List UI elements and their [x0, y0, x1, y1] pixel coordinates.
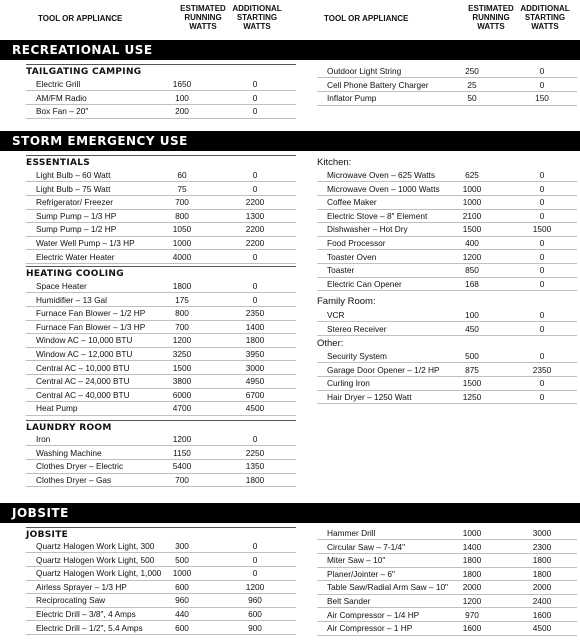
running-watts: 175 [175, 294, 189, 305]
table-row [317, 595, 577, 608]
running-watts: 1200 [172, 335, 192, 346]
starting-watts: 0 [252, 541, 258, 551]
running-watts: 800 [175, 308, 189, 319]
table-row [26, 183, 296, 196]
appliance-name: Electric Can Opener [327, 278, 402, 289]
table-row [317, 323, 577, 336]
starting-watts: 1800 [532, 568, 552, 579]
appliance-name: Electric Drill – 1/2", 5.4 Amps [36, 622, 143, 633]
header-running-right: ESTIMATED RUNNING WATTS [468, 4, 514, 31]
table-row [26, 567, 296, 580]
section-jobsite: JOBSITE [0, 503, 580, 523]
starting-watts: 0 [252, 251, 258, 262]
subhead-essentials: ESSENTIALS [26, 155, 296, 169]
starting-watts: 2250 [245, 447, 265, 458]
starting-watts: 0 [539, 323, 545, 334]
table-row [317, 169, 577, 182]
running-watts: 625 [465, 170, 479, 180]
appliance-name: Curling Iron [327, 378, 370, 389]
starting-watts: 2350 [532, 364, 552, 375]
table-row [317, 541, 577, 554]
starting-watts: 0 [252, 92, 258, 103]
appliance-name: Refrigerator/ Freezer [36, 197, 114, 208]
running-watts: 800 [175, 210, 189, 221]
running-watts: 168 [465, 278, 479, 289]
running-watts: 4000 [172, 251, 192, 262]
running-watts: 600 [175, 622, 189, 633]
starting-watts: 6700 [245, 389, 265, 400]
header-starting: ADDITIONAL STARTING WATTS [232, 4, 282, 31]
appliance-name: Electric Drill – 3/8", 4 Amps [36, 609, 136, 619]
appliance-name: Humidifier – 13 Gal [36, 294, 108, 305]
appliance-name: Microwave Oven – 625 Watts [327, 170, 436, 180]
appliance-name: Food Processor [327, 238, 386, 248]
running-watts: 1500 [172, 362, 192, 373]
subhead-jobsite: JOBSITE [26, 527, 296, 541]
appliance-name: Central AC – 40,000 BTU [36, 389, 130, 400]
table-row [26, 433, 296, 446]
table-row [317, 92, 577, 105]
table-row [317, 196, 577, 209]
running-watts: 1200 [462, 251, 482, 262]
running-watts: 500 [465, 351, 479, 361]
starting-watts: 4950 [245, 376, 265, 387]
starting-watts: 1600 [532, 609, 552, 620]
appliance-name: Reciprocating Saw [36, 595, 106, 606]
appliance-name: Electric Water Heater [36, 251, 115, 262]
running-watts: 450 [465, 323, 479, 334]
subhead-laundry: LAUNDRY ROOM [26, 420, 296, 434]
table-row [26, 389, 296, 402]
appliance-name: Inflator Pump [327, 93, 377, 104]
appliance-name: Planer/Jointer – 6" [327, 568, 395, 579]
starting-watts: 1800 [245, 335, 265, 346]
running-watts: 6000 [172, 389, 192, 400]
starting-watts: 0 [539, 278, 545, 289]
running-watts: 700 [175, 474, 189, 485]
table-row [317, 350, 577, 363]
table-row [317, 237, 577, 250]
table-row [26, 307, 296, 320]
table-row [26, 237, 296, 250]
starting-watts: 1800 [245, 474, 265, 485]
appliance-name: Furnace Fan Blower – 1/2 HP [36, 308, 146, 319]
running-watts: 1800 [172, 281, 192, 291]
starting-watts: 960 [248, 595, 262, 606]
starting-watts: 2000 [532, 582, 552, 593]
table-row [317, 554, 577, 567]
section-recreational: RECREATIONAL USE [0, 40, 580, 60]
running-watts: 1800 [462, 568, 482, 579]
appliance-name: Air Compressor – 1/4 HP [327, 609, 420, 620]
label-family-room: Family Room: [317, 296, 376, 307]
running-watts: 3250 [172, 349, 192, 359]
running-watts: 200 [175, 106, 189, 117]
appliance-name: Clothes Dryer – Electric [36, 461, 124, 472]
table-row [317, 79, 577, 92]
running-watts: 1050 [172, 224, 192, 235]
header-starting-right: ADDITIONAL STARTING WATTS [520, 4, 570, 31]
starting-watts: 0 [539, 170, 545, 180]
table-row [317, 183, 577, 196]
starting-watts: 4500 [532, 623, 552, 634]
running-watts: 1200 [462, 596, 482, 606]
appliance-name: Airless Sprayer – 1/3 HP [36, 581, 127, 592]
appliance-name: Toaster [327, 265, 355, 276]
appliance-name: Miter Saw – 10" [327, 555, 386, 566]
table-row [317, 278, 577, 291]
running-watts: 700 [175, 197, 189, 208]
table-row [26, 169, 296, 182]
appliance-name: Microwave Oven – 1000 Watts [327, 183, 440, 194]
appliance-name: Window AC – 12,000 BTU [36, 349, 133, 359]
subhead-tailgating: TAILGATING CAMPING [26, 64, 296, 78]
table-row [26, 294, 296, 307]
running-watts: 970 [465, 609, 479, 620]
starting-watts: 900 [248, 622, 262, 633]
table-row [26, 78, 296, 91]
table-row [26, 540, 296, 553]
table-row [317, 309, 577, 322]
starting-watts: 0 [252, 183, 258, 194]
starting-watts: 0 [252, 554, 258, 565]
appliance-name: Electric Stove – 8" Element [327, 210, 428, 221]
appliance-name: Hair Dryer – 1250 Watt [327, 391, 412, 402]
running-watts: 3800 [172, 376, 192, 387]
starting-watts: 3000 [245, 362, 265, 373]
starting-watts: 4500 [245, 403, 265, 414]
table-row [26, 375, 296, 388]
appliance-name: Light Bulb – 75 Watt [36, 183, 111, 194]
running-watts: 1500 [462, 224, 482, 235]
appliance-name: Clothes Dryer – Gas [36, 474, 112, 485]
appliance-name: Quartz Halogen Work Light, 500 [36, 554, 155, 565]
starting-watts: 0 [252, 294, 258, 305]
table-row [317, 391, 577, 404]
appliance-name: Iron [36, 434, 51, 444]
running-watts: 2100 [462, 210, 482, 221]
appliance-name: Heat Pump [36, 403, 78, 414]
running-watts: 1000 [172, 568, 192, 579]
table-row [26, 554, 296, 567]
running-watts: 75 [177, 183, 187, 194]
table-row [26, 280, 296, 293]
starting-watts: 600 [248, 609, 262, 619]
starting-watts: 0 [539, 238, 545, 248]
starting-watts: 1400 [245, 321, 265, 332]
table-row [26, 334, 296, 347]
running-watts: 100 [175, 92, 189, 103]
table-row [317, 377, 577, 390]
starting-watts: 1200 [245, 581, 265, 592]
table-row [317, 210, 577, 223]
table-row [317, 65, 577, 78]
table-row [26, 105, 296, 118]
running-watts: 300 [175, 541, 189, 551]
table-row [26, 460, 296, 473]
running-watts: 1250 [462, 391, 482, 402]
table-row [26, 362, 296, 375]
table-row [26, 321, 296, 334]
appliance-name: Quartz Halogen Work Light, 300 [36, 541, 155, 551]
running-watts: 1650 [172, 79, 192, 89]
starting-watts: 150 [535, 93, 549, 104]
appliance-name: Light Bulb – 60 Watt [36, 170, 111, 180]
table-row [317, 251, 577, 264]
appliance-name: Water Well Pump – 1/3 HP [36, 238, 135, 248]
appliance-name: Coffee Maker [327, 197, 377, 208]
starting-watts: 0 [539, 391, 545, 402]
starting-watts: 2300 [532, 541, 552, 552]
starting-watts: 0 [539, 210, 545, 221]
table-row [26, 474, 296, 487]
running-watts: 25 [467, 79, 477, 90]
starting-watts: 0 [539, 351, 545, 361]
appliance-name: Furnace Fan Blower – 1/3 HP [36, 321, 146, 332]
appliance-name: VCR [327, 310, 345, 320]
table-row [26, 196, 296, 209]
running-watts: 50 [467, 93, 477, 104]
running-watts: 600 [175, 581, 189, 592]
table-row [26, 223, 296, 236]
running-watts: 1000 [172, 238, 192, 248]
appliance-name: Window AC – 10,000 BTU [36, 335, 133, 346]
starting-watts: 2200 [245, 224, 265, 235]
label-kitchen: Kitchen: [317, 157, 352, 168]
starting-watts: 2350 [245, 308, 265, 319]
appliance-name: Security System [327, 351, 387, 361]
starting-watts: 0 [539, 310, 545, 320]
starting-watts: 2200 [245, 238, 265, 248]
label-other: Other: [317, 338, 344, 349]
running-watts: 1200 [172, 434, 192, 444]
starting-watts: 0 [539, 378, 545, 389]
running-watts: 4700 [172, 403, 192, 414]
running-watts: 60 [177, 170, 187, 180]
starting-watts: 0 [252, 106, 258, 117]
table-row [26, 251, 296, 264]
table-row [317, 527, 577, 540]
starting-watts: 0 [539, 79, 545, 90]
appliance-name: Outdoor Light String [327, 66, 402, 76]
starting-watts: 3950 [245, 349, 265, 359]
appliance-name: Belt Sander [327, 596, 371, 606]
appliance-name: AM/FM Radio [36, 92, 87, 103]
appliance-name: Central AC – 10,000 BTU [36, 362, 130, 373]
appliance-name: Circular Saw – 7-1/4" [327, 541, 406, 552]
appliance-name: Cell Phone Battery Charger [327, 79, 429, 90]
table-row [26, 210, 296, 223]
table-row [317, 364, 577, 377]
starting-watts: 2400 [532, 596, 552, 606]
starting-watts: 0 [539, 197, 545, 208]
running-watts: 250 [465, 66, 479, 76]
running-watts: 1500 [462, 378, 482, 389]
table-row [26, 402, 296, 415]
starting-watts: 0 [539, 183, 545, 194]
running-watts: 850 [465, 265, 479, 276]
header-running: ESTIMATED RUNNING WATTS [180, 4, 226, 31]
appliance-name: Washing Machine [36, 447, 102, 458]
starting-watts: 1800 [532, 555, 552, 566]
running-watts: 1000 [462, 528, 482, 538]
running-watts: 1000 [462, 197, 482, 208]
table-row [26, 92, 296, 105]
table-row [317, 223, 577, 236]
starting-watts: 0 [539, 251, 545, 262]
appliance-name: Sump Pump – 1/3 HP [36, 210, 117, 221]
running-watts: 100 [465, 310, 479, 320]
table-row [26, 581, 296, 594]
starting-watts: 0 [539, 265, 545, 276]
running-watts: 440 [175, 609, 189, 619]
running-watts: 5400 [172, 461, 192, 472]
subhead-heating: HEATING COOLING [26, 266, 296, 280]
starting-watts: 1300 [245, 210, 265, 221]
header-tool-right: TOOL OR APPLIANCE [324, 14, 409, 23]
running-watts: 700 [175, 321, 189, 332]
running-watts: 2000 [462, 582, 482, 593]
header-tool: TOOL OR APPLIANCE [38, 14, 123, 23]
starting-watts: 1500 [532, 224, 552, 235]
running-watts: 1150 [173, 447, 191, 458]
appliance-name: Garage Door Opener – 1/2 HP [327, 364, 440, 375]
section-storm: STORM EMERGENCY USE [0, 131, 580, 151]
appliance-name: Air Compressor – 1 HP [327, 623, 413, 634]
appliance-name: Hammer Drill [327, 528, 376, 538]
starting-watts: 0 [252, 79, 258, 89]
table-row [317, 581, 577, 594]
starting-watts: 0 [252, 568, 258, 579]
table-row [317, 264, 577, 277]
appliance-name: Toaster Oven [327, 251, 377, 262]
appliance-name: Quartz Halogen Work Light, 1,000 [36, 568, 162, 579]
appliance-name: Dishwasher – Hot Dry [327, 224, 408, 235]
running-watts: 960 [175, 595, 189, 606]
starting-watts: 1350 [245, 461, 265, 472]
starting-watts: 0 [252, 170, 258, 180]
table-row [26, 447, 296, 460]
appliance-name: Electric Grill [36, 79, 81, 89]
appliance-name: Box Fan – 20" [36, 106, 89, 117]
appliance-name: Central AC – 24,000 BTU [36, 376, 130, 387]
table-row [317, 622, 577, 635]
starting-watts: 3000 [532, 528, 552, 538]
starting-watts: 0 [252, 434, 258, 444]
starting-watts: 2200 [245, 197, 265, 208]
appliance-name: Space Heater [36, 281, 87, 291]
starting-watts: 0 [252, 281, 258, 291]
running-watts: 1600 [462, 623, 482, 634]
running-watts: 500 [175, 554, 189, 565]
starting-watts: 0 [539, 66, 545, 76]
running-watts: 1400 [462, 541, 482, 552]
table-row [26, 622, 296, 635]
table-row [26, 608, 296, 621]
running-watts: 400 [465, 238, 479, 248]
running-watts: 1000 [462, 183, 482, 194]
appliance-name: Sump Pump – 1/2 HP [36, 224, 117, 235]
table-row [317, 609, 577, 622]
table-row [26, 348, 296, 361]
running-watts: 875 [465, 364, 479, 375]
table-row [317, 568, 577, 581]
appliance-name: Stereo Receiver [327, 323, 387, 334]
appliance-name: Table Saw/Radial Arm Saw – 10" [327, 582, 449, 593]
table-row [26, 594, 296, 607]
running-watts: 1800 [462, 555, 482, 566]
